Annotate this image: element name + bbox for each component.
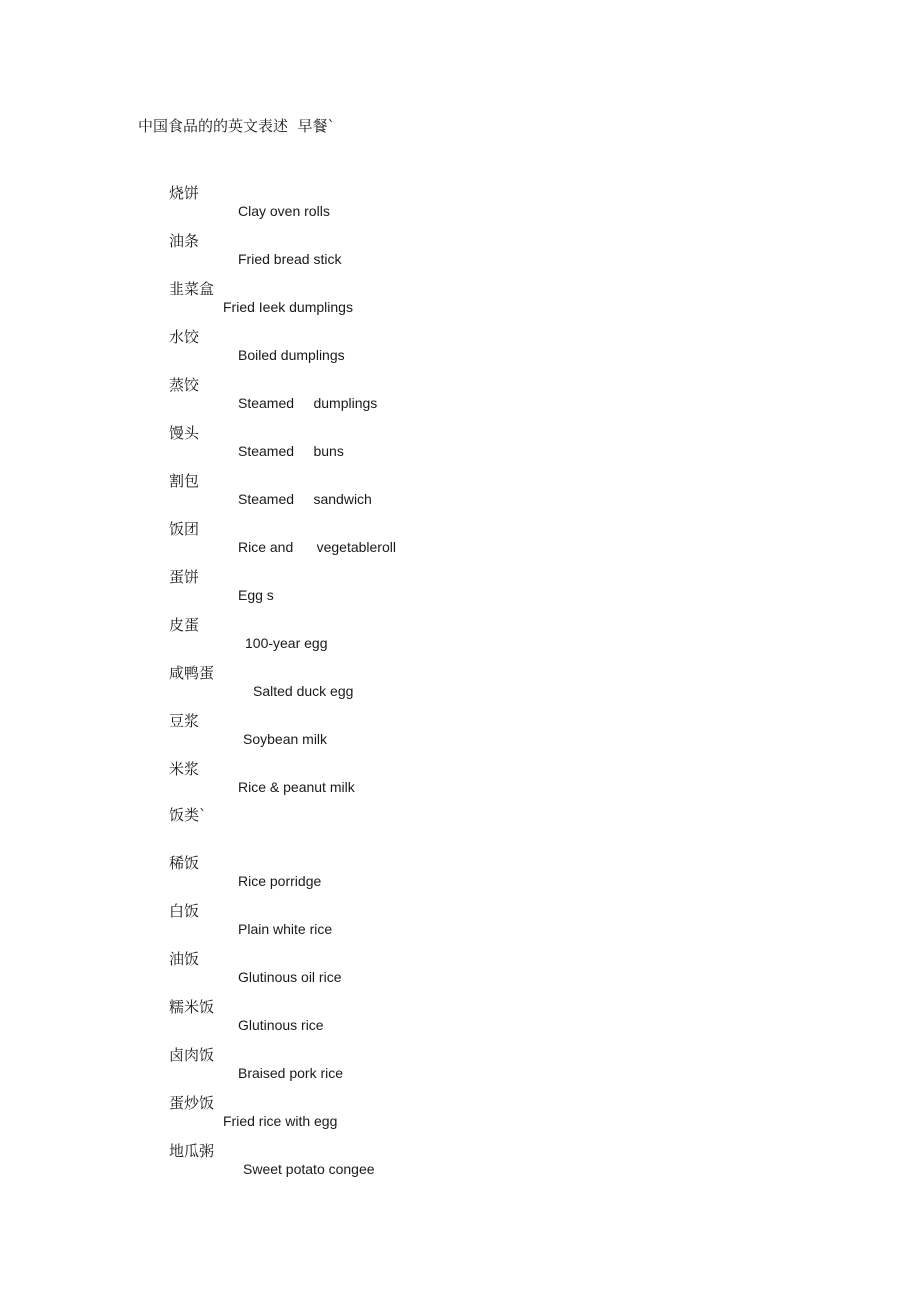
- list-item: [0, 834, 920, 889]
- list-item: [0, 356, 920, 411]
- section-heading: [0, 786, 920, 824]
- english-translation: Rice & peanut milk: [238, 779, 355, 795]
- english-translation: Glutinous rice: [238, 1017, 324, 1033]
- chinese-term: 油条: [169, 232, 200, 250]
- english-translation: 100-year egg: [245, 635, 328, 651]
- list-item: [0, 1074, 920, 1129]
- chinese-term: 地瓜粥: [169, 1142, 215, 1160]
- chinese-term: 稀饭: [169, 854, 200, 872]
- list-item: [0, 404, 920, 459]
- list-item: [0, 978, 920, 1033]
- page-title: 中国食品的的英文表述 早餐`: [138, 117, 336, 135]
- english-translation: Rice and vegetableroll: [238, 539, 396, 555]
- english-translation: Fried rice with egg: [223, 1113, 338, 1129]
- english-translation: Steamed sandwich: [238, 491, 372, 507]
- chinese-term: 卤肉饭: [169, 1046, 215, 1064]
- list-item: [0, 740, 920, 795]
- chinese-term: 蒸饺: [169, 376, 200, 394]
- list-item: [0, 1122, 920, 1177]
- english-translation: Steamed dumplings: [238, 395, 378, 411]
- chinese-term: 蛋炒饭: [169, 1094, 215, 1112]
- list-item: [0, 1026, 920, 1081]
- list-item: [0, 260, 920, 315]
- chinese-term: 割包: [169, 472, 200, 490]
- chinese-term: 馒头: [169, 424, 200, 442]
- english-translation: Glutinous oil rice: [238, 969, 342, 985]
- list-item: [0, 596, 920, 651]
- chinese-term: 水饺: [169, 328, 200, 346]
- chinese-term: 白饭: [169, 902, 200, 920]
- english-translation: Braised pork rice: [238, 1065, 344, 1081]
- chinese-term: 烧饼: [169, 184, 200, 202]
- section-title: 饭类`: [169, 806, 207, 824]
- english-translation: Plain white rice: [238, 921, 333, 937]
- list-item: [0, 692, 920, 747]
- list-item: [0, 500, 920, 555]
- list-item: [0, 452, 920, 507]
- chinese-term: 糯米饭: [169, 998, 215, 1016]
- english-translation: Salted duck egg: [253, 683, 354, 699]
- list-item: [0, 212, 920, 267]
- english-translation: Egg s: [238, 587, 274, 603]
- english-translation: Boiled dumplings: [238, 347, 345, 363]
- english-translation: Steamed buns: [238, 443, 344, 459]
- english-translation: Clay oven rolls: [238, 203, 330, 219]
- list-item: [0, 882, 920, 937]
- chinese-term: 皮蛋: [169, 616, 200, 634]
- english-translation: Sweet potato congee: [243, 1161, 375, 1177]
- english-translation: Fried Ieek dumplings: [223, 299, 353, 315]
- list-item: [0, 930, 920, 985]
- list-item: [0, 548, 920, 603]
- english-translation: Rice porridge: [238, 873, 322, 889]
- english-translation: Soybean milk: [243, 731, 328, 747]
- list-item: [0, 644, 920, 699]
- chinese-term: 米浆: [169, 760, 200, 778]
- chinese-term: 豆浆: [169, 712, 200, 730]
- chinese-term: 韭菜盒: [169, 280, 215, 298]
- chinese-term: 油饭: [169, 950, 200, 968]
- list-item: [0, 164, 920, 219]
- list-item: [0, 308, 920, 363]
- chinese-term: 蛋饼: [169, 568, 200, 586]
- english-translation: Fried bread stick: [238, 251, 342, 267]
- chinese-term: 咸鸭蛋: [169, 664, 215, 682]
- chinese-term: 饭团: [169, 520, 200, 538]
